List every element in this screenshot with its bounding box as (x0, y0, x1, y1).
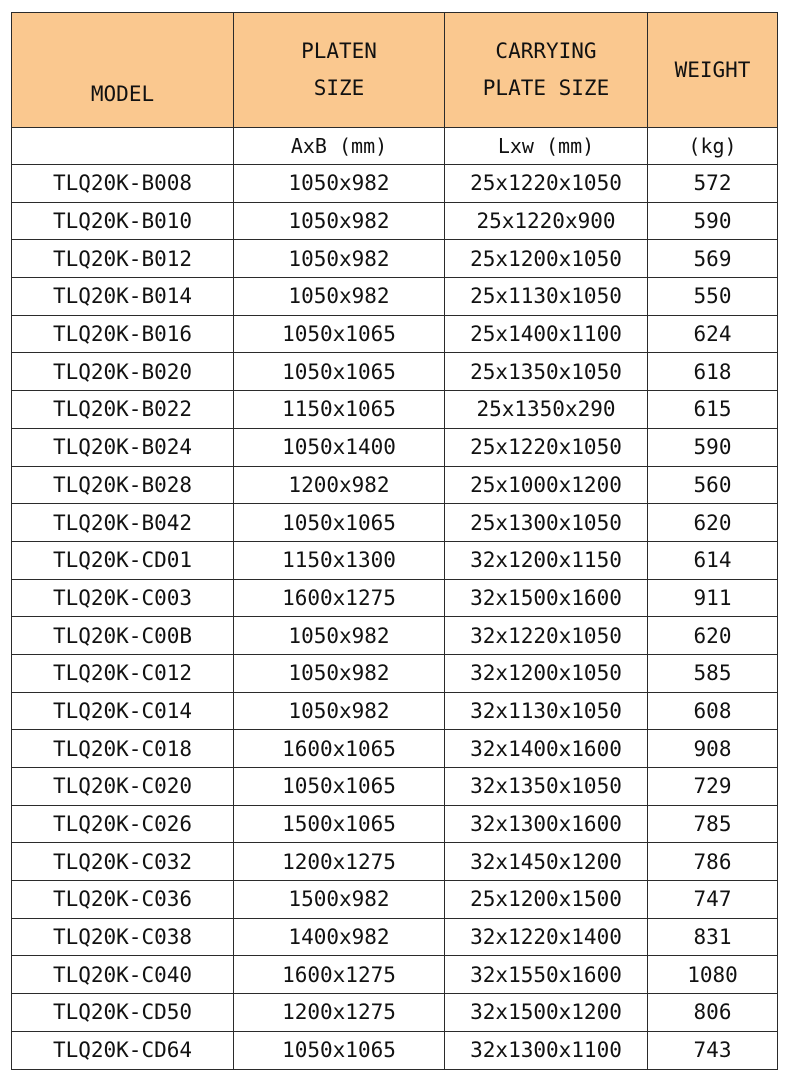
platen-size-cell: 1050x982 (234, 202, 445, 240)
platen-unit-cell: AxB (mm) (234, 128, 445, 165)
carrying-plate-size-cell: 32x1130x1050 (445, 692, 648, 730)
carrying-plate-size-cell: 32x1200x1050 (445, 654, 648, 692)
carrying-plate-size-cell: 32x1450x1200 (445, 843, 648, 881)
carrying-plate-size-cell: 25x1220x1050 (445, 165, 648, 203)
plate-header-line2: PLATE SIZE (482, 76, 610, 100)
platen-size-cell: 1150x1065 (234, 391, 445, 429)
platen-size-cell: 1200x1275 (234, 994, 445, 1032)
table-row (12, 918, 778, 956)
table-row (12, 730, 778, 768)
model-cell: TLQ20K-C036 (12, 881, 234, 919)
weight-cell: 614 (648, 541, 778, 579)
table-row (12, 994, 778, 1032)
model-cell: TLQ20K-B024 (12, 428, 234, 466)
table-row (12, 1031, 778, 1069)
table-row (12, 617, 778, 655)
table-row (12, 202, 778, 240)
table-row (12, 692, 778, 730)
model-cell: TLQ20K-B042 (12, 504, 234, 542)
platen-size-cell: 1050x982 (234, 692, 445, 730)
table-row (12, 956, 778, 994)
model-cell: TLQ20K-B020 (12, 353, 234, 391)
unit-row (12, 128, 778, 165)
table-row (12, 843, 778, 881)
platen-size-cell: 1050x982 (234, 617, 445, 655)
weight-cell: 620 (648, 617, 778, 655)
table-row (12, 278, 778, 316)
model-cell: TLQ20K-C014 (12, 692, 234, 730)
table-row (12, 466, 778, 504)
table-row (12, 881, 778, 919)
model-cell: TLQ20K-B008 (12, 165, 234, 203)
spec-table (11, 12, 778, 1070)
weight-cell: 1080 (648, 956, 778, 994)
model-cell: TLQ20K-C026 (12, 805, 234, 843)
platen-size-cell: 1500x1065 (234, 805, 445, 843)
table-body (12, 165, 778, 1070)
carrying-plate-size-cell: 32x1300x1100 (445, 1031, 648, 1069)
platen-size-cell: 1050x1065 (234, 353, 445, 391)
platen-size-cell: 1400x982 (234, 918, 445, 956)
weight-cell: 615 (648, 391, 778, 429)
platen-size-cell: 1050x1065 (234, 504, 445, 542)
weight-cell: 785 (648, 805, 778, 843)
weight-cell: 618 (648, 353, 778, 391)
carrying-plate-size-cell: 25x1220x1050 (445, 428, 648, 466)
carrying-plate-size-cell: 32x1400x1600 (445, 730, 648, 768)
carrying-plate-size-cell: 25x1200x1500 (445, 881, 648, 919)
weight-cell: 806 (648, 994, 778, 1032)
platen-size-cell: 1600x1275 (234, 579, 445, 617)
weight-cell: 729 (648, 768, 778, 806)
table-row (12, 805, 778, 843)
carrying-plate-size-cell: 25x1350x1050 (445, 353, 648, 391)
table-row (12, 504, 778, 542)
platen-size-cell: 1050x982 (234, 240, 445, 278)
table-row (12, 165, 778, 203)
carrying-plate-size-cell: 25x1220x900 (445, 202, 648, 240)
model-cell: TLQ20K-B022 (12, 391, 234, 429)
platen-size-cell: 1600x1275 (234, 956, 445, 994)
model-cell: TLQ20K-B028 (12, 466, 234, 504)
platen-size-cell: 1050x982 (234, 278, 445, 316)
weight-cell: 831 (648, 918, 778, 956)
carrying-plate-size-header (445, 13, 648, 128)
weight-cell: 590 (648, 202, 778, 240)
weight-unit-cell: (kg) (648, 128, 778, 165)
weight-cell: 786 (648, 843, 778, 881)
model-cell: TLQ20K-B014 (12, 278, 234, 316)
table-row (12, 541, 778, 579)
table-row (12, 240, 778, 278)
platen-size-cell: 1050x982 (234, 165, 445, 203)
model-cell: TLQ20K-C00B (12, 617, 234, 655)
table-row (12, 428, 778, 466)
model-unit-cell (12, 128, 234, 165)
carrying-plate-size-cell: 32x1300x1600 (445, 805, 648, 843)
weight-cell: 908 (648, 730, 778, 768)
platen-size-cell: 1150x1300 (234, 541, 445, 579)
model-cell: TLQ20K-C038 (12, 918, 234, 956)
carrying-plate-size-cell: 25x1200x1050 (445, 240, 648, 278)
header-row (12, 13, 778, 128)
model-cell: TLQ20K-C032 (12, 843, 234, 881)
platen-size-cell: 1050x982 (234, 654, 445, 692)
model-cell: TLQ20K-CD64 (12, 1031, 234, 1069)
model-cell: TLQ20K-C003 (12, 579, 234, 617)
platen-size-cell: 1050x1065 (234, 768, 445, 806)
plate-header-line1: CARRYING (495, 39, 597, 63)
model-header: MODEL (12, 13, 234, 128)
model-cell: TLQ20K-B016 (12, 315, 234, 353)
carrying-plate-size-cell: 32x1500x1600 (445, 579, 648, 617)
carrying-plate-size-cell: 32x1500x1200 (445, 994, 648, 1032)
platen-size-cell: 1600x1065 (234, 730, 445, 768)
carrying-plate-size-cell: 25x1130x1050 (445, 278, 648, 316)
weight-cell: 743 (648, 1031, 778, 1069)
weight-cell: 620 (648, 504, 778, 542)
weight-header: WEIGHT (648, 13, 778, 128)
platen-size-cell: 1200x1275 (234, 843, 445, 881)
carrying-plate-size-cell: 32x1550x1600 (445, 956, 648, 994)
platen-size-cell: 1050x1400 (234, 428, 445, 466)
platen-header-line1: PLATEN (301, 39, 377, 63)
model-cell: TLQ20K-C020 (12, 768, 234, 806)
model-cell: TLQ20K-CD50 (12, 994, 234, 1032)
weight-cell: 608 (648, 692, 778, 730)
model-cell: TLQ20K-C012 (12, 654, 234, 692)
platen-size-cell: 1200x982 (234, 466, 445, 504)
weight-cell: 560 (648, 466, 778, 504)
platen-size-cell: 1500x982 (234, 881, 445, 919)
weight-cell: 569 (648, 240, 778, 278)
carrying-plate-size-cell: 32x1350x1050 (445, 768, 648, 806)
table-row (12, 391, 778, 429)
weight-cell: 624 (648, 315, 778, 353)
model-cell: TLQ20K-C018 (12, 730, 234, 768)
model-cell: TLQ20K-CD01 (12, 541, 234, 579)
carrying-plate-size-cell: 32x1220x1400 (445, 918, 648, 956)
model-cell: TLQ20K-C040 (12, 956, 234, 994)
carrying-plate-size-cell: 25x1000x1200 (445, 466, 648, 504)
table-row (12, 315, 778, 353)
platen-size-cell: 1050x1065 (234, 1031, 445, 1069)
table-row (12, 353, 778, 391)
carrying-plate-size-cell: 25x1300x1050 (445, 504, 648, 542)
carrying-plate-size-cell: 32x1220x1050 (445, 617, 648, 655)
table-row (12, 654, 778, 692)
weight-cell: 585 (648, 654, 778, 692)
carrying-plate-size-cell: 25x1400x1100 (445, 315, 648, 353)
carrying-plate-size-cell: 32x1200x1150 (445, 541, 648, 579)
table-row (12, 768, 778, 806)
model-cell: TLQ20K-B010 (12, 202, 234, 240)
carrying-plate-size-cell: 25x1350x290 (445, 391, 648, 429)
weight-cell: 590 (648, 428, 778, 466)
table-row (12, 579, 778, 617)
platen-size-cell: 1050x1065 (234, 315, 445, 353)
weight-cell: 911 (648, 579, 778, 617)
plate-unit-cell: Lxw (mm) (445, 128, 648, 165)
platen-header-line2: SIZE (313, 76, 365, 100)
weight-cell: 572 (648, 165, 778, 203)
model-cell: TLQ20K-B012 (12, 240, 234, 278)
weight-cell: 550 (648, 278, 778, 316)
platen-size-header (234, 13, 445, 128)
weight-cell: 747 (648, 881, 778, 919)
